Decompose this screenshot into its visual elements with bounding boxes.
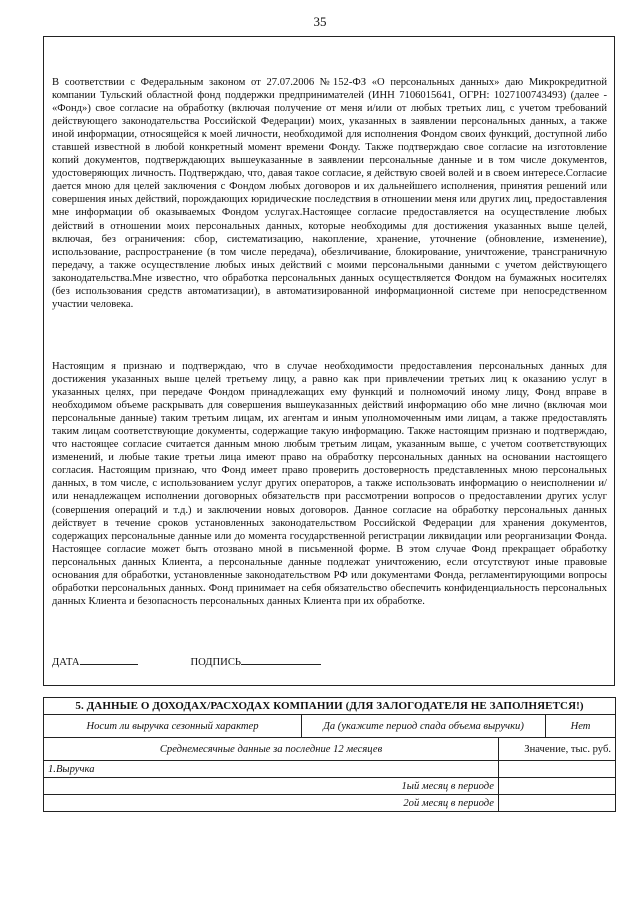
section-title: 5. ДАННЫЕ О ДОХОДАХ/РАСХОДАХ КОМПАНИИ (ДЛЯ ЗАЛОГОДАТЕЛЯ НЕ ЗАПОЛНЯЕТСЯ!) [44,698,616,715]
revenue-label: 1.Выручка [44,761,499,778]
consent-paragraph-1: В соответствии с Федеральным законом от 27.07.2006 №152-ФЗ «О персональных данных» даю Микрокредитной компании Тульский областной фонд поддержки предпринимателей (ИНН 7106015641, ОГРН: 1027100743493) (далее - «Фонд») свое согласие на обработку (включая получение от меня и/или от любых третьих лиц, с учетом требований действующего законодательства Российской Федерации) моих, указанных в заявлении персональных данных, а также иной информации, относящейся к моей личности, необходимой для исполнения Фондом своих функций, доступной либо ставшей известной в любой конкретный момент времени Фонду. Также подтверждаю свое согласие на изготовление копий документов, подтверждающих вышеуказанные в заявлении персональные данные и в том числе документов, удостоверяющих личность. Подтверждаю, что, давая такое согласие, я действую своей волей и в своем интересе.Согласие дается мною для целей заключения с Фондом любых договоров и их дальнейшего исполнения, принятия решений или совершения иных действий, порождающих юридические последствия в отношении меня или других лиц, предоставления мне информации об оказываемых Фондом услугах.Настоящее согласие предоставляется на осуществление любых действий в отношении моих персональных данных, которые необходимы для достижения указанных выше целей, включая, без ограничения: сбор, систематизацию, накопление, хранение, уточнение (обновление, изменение), использование, распространение (в том числе передача), обезличивание, блокирование, уничтожение, трансграничную передачу, а также осуществление любых иных действий с моими персональными данными с учетом действующего законодательства.Мне известно, что обработка персональных данных осуществляется Фондом на бумажных носителях (без использования средств автоматизации), в автоматизированной информационной системе при непосредственном участии человека. [52,77,607,310]
seasonal-question: Носит ли выручка сезонный характер [44,715,302,738]
date-field[interactable] [80,653,138,665]
month-2-label: 2ой месяц в периоде [44,795,499,812]
month-1-value-cell[interactable] [499,778,616,795]
seasonal-no-option[interactable]: Нет [546,715,616,738]
income-expense-table [43,697,616,812]
signature-label: ПОДПИСЬ [190,657,241,668]
signature-field[interactable] [241,653,321,665]
page-number: 35 [313,14,327,29]
consent-paragraph-2: Настоящим я признаю и подтверждаю, что в случае необходимости предоставления персональных данных для достижения указанных выше целей третьему лицу, а равно как при привлечении третьих лиц к оказанию услуг в указанных целях, при передаче Фондом принадлежащих ему функций и полномочий иному лицу, Фонд вправе в необходимом объеме раскрывать для совершения вышеуказанных действий информацию обо мне лично (включая мои персональные данные) таким третьим лицам, их агентам и иным уполномоченным ими лицам, а также предоставлять таким лицам соответствующие документы, содержащие такую информацию. Также настоящим признаю и подтверждаю, что настоящее согласие считается данным мною любым третьим лицам, указанным выше, с учетом соответствующих изменений, и любые такие третьи лица имеют право на обработку персональных данных на основании настоящего согласия. Настоящим признаю, что Фонд имеет право проверить достоверность представленных мною персональных данных, в том числе, с использованием услуг других операторов, а также использовать информацию о неисполнении и/или ненадлежащем исполнении договорных обязательств при рассмотрении вопросов о предоставлении других услуг (совершения операций и т.д.) и заключении новых договоров. Данное согласие на обработку персональных данных действует в течение сроков установленных законодательством Российской Федерации для хранения документов, содержащих персональные данные или до момента государственной регистрации ликвидации или реорганизации Фонда. Настоящее согласие может быть отозвано мной в письменной форме. В этом случае Фонд прекращает обработку персональных данных Клиента, а персональные данные подлежат уничтожению, если отсутствуют иные правовые основания для обработки, установленные законодательством РФ или документами Фонда, регламентирующими вопросы обработки персональных данных. Фонд принимает на себя обязательство обеспечить конфиденциальность персональных данных Клиента и безопасность персональных данных Клиента при их обработке. [52,361,607,607]
month-2-value-cell[interactable] [499,795,616,812]
avg-data-header: Среднемесячные данные за последние 12 месяцев [44,738,499,761]
month-1-label: 1ый месяц в периоде [44,778,499,795]
date-label: ДАТА [52,657,80,668]
value-header: Значение, тыс. руб. [499,738,616,761]
seasonal-yes-option[interactable]: Да (укажите период спада объема выручки) [302,715,546,738]
date-signature-line [52,653,321,669]
revenue-value-cell[interactable] [499,761,616,778]
